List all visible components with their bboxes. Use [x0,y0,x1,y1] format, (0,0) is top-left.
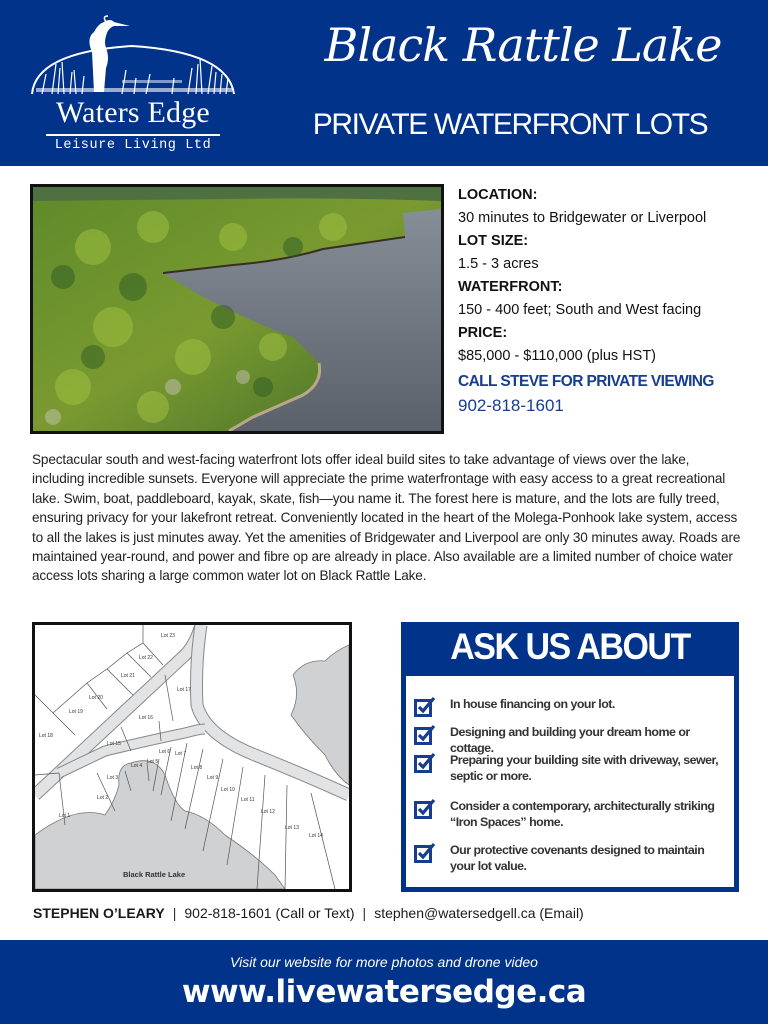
waters-edge-logo [22,12,244,157]
lake-photo-illustration [33,187,441,431]
logo-divider [46,134,220,136]
ask-item-text: Consider a contemporary, architecturally striking “Iron Spaces” home. [450,799,715,829]
lot-label: Lot 19 [69,709,83,715]
fact-value: 1.5 - 3 acres [458,256,539,272]
fact-label: PRICE: [458,325,508,341]
separator: | [362,905,367,921]
lot-label: Lot 21 [121,673,135,679]
lot-label: Lot 3 [107,775,119,781]
cta-phone-link[interactable]: 902-818-1601 [458,396,564,415]
checkbox-checked-icon [414,696,436,718]
lot-label: Lot 1 [59,813,71,819]
lot-label: Lot 20 [89,695,103,701]
checkbox-checked-icon [414,752,436,774]
lot-label: Lot 9 [207,775,219,781]
lot-label: Lot 18 [39,733,53,739]
lake-label: Black Rattle Lake [123,870,186,879]
fact-value: $85,000 - $110,000 (plus HST) [458,348,657,364]
lot-label: Lot 2 [97,795,109,801]
lot-label: Lot 15 [107,741,121,747]
fact-label: LOT SIZE: [458,233,529,249]
property-facts [458,184,758,418]
ask-item-text: In house financing on your lot. [450,697,615,711]
lot-label: Lot 6 [159,749,171,755]
page-subtitle: PRIVATE WATERFRONT LOTS [312,108,708,141]
lot-label: Lot 7 [175,751,187,757]
ask-item [414,752,720,784]
lot-label: Lot 22 [139,655,153,661]
ask-list [406,676,734,887]
logo-name: Waters Edge [56,96,210,129]
lot-label: Lot 14 [309,833,323,839]
ask-item [414,696,720,718]
call-to-action: CALL STEVE FOR PRIVATE VIEWING [458,373,714,390]
logo-subtitle: Leisure Living Ltd [54,138,212,153]
lot-label: Lot 17 [177,687,191,693]
ask-title: ASK US ABOUT [450,626,690,668]
footer-banner [0,940,768,1024]
lot-label: Lot 4 [131,763,143,769]
contact-phone-link[interactable]: 902-818-1601 (Call or Text) [184,905,355,921]
website-link[interactable]: www.livewatersedge.ca [181,974,587,1010]
contact-email-link[interactable]: stephen@watersedgell.ca (Email) [374,905,584,921]
ask-us-about-box [401,622,739,892]
lot-label: Lot 23 [161,633,175,639]
fact-location [458,184,758,230]
ask-item [414,798,720,830]
fact-lot-size [458,230,758,276]
fact-price [458,322,758,368]
checkbox-checked-icon [414,798,436,820]
lot-label: Lot 10 [221,787,235,793]
aerial-lake-photo [30,184,444,434]
ask-item-text: Preparing your building site with driveway, sewer, septic or more. [450,753,719,783]
checkbox-checked-icon [414,842,436,864]
fact-value: 150 - 400 feet; South and West facing [458,302,702,318]
heron-logo-icon [22,12,244,102]
contact-name: STEPHEN O’LEARY [33,905,165,921]
separator: | [172,905,177,921]
lot-label: Lot 13 [285,825,299,831]
lot-map-drawing [35,625,349,889]
checkbox-checked-icon [414,724,436,746]
page-title: Black Rattle Lake [324,18,722,72]
ask-item-text: Our protective covenants designed to maintain your lot value. [450,843,705,873]
lot-label: Lot 12 [261,809,275,815]
lot-label: Lot 11 [241,797,255,803]
ask-item-text: Designing and building your dream home or cottage. [450,725,690,755]
ask-item [414,842,720,874]
fact-waterfront [458,276,758,322]
lot-label: Lot 16 [139,715,153,721]
fact-label: LOCATION: [458,187,538,203]
lot-label: Lot 5 [147,759,159,765]
lot-map [32,622,352,892]
contact-line [33,905,753,921]
fact-label: WATERFRONT: [458,279,563,295]
property-description: Spectacular south and west-facing waterfront lots offer ideal build sites to take advantage of views over the lake, including incredible sunsets. Everyone will appreciate the prime waterfrontage with easy access to a great recreational lake. Swim, boat, paddleboard, kayak, skate, fish—you name it. The forest here is mature, and the lots are fully treed, ensuring privacy for your lakefront retreat. Conveniently located in the heart of the Molega-Ponhook lake system, access to all the lakes is just minutes away. Yet the amenities of Bridgewater and Liverpool are only 30 minutes away. Roads are maintained year-round, and power and fibre op are already in place. Also available are a limited number of choice water access lots sharing a large common water lot on Black Rattle Lake. [32,452,741,584]
lot-label: Lot 8 [191,765,203,771]
footer-note: Visit our website for more photos and drone video [230,954,538,970]
header-banner [0,0,768,166]
fact-value: 30 minutes to Bridgewater or Liverpool [458,210,707,226]
